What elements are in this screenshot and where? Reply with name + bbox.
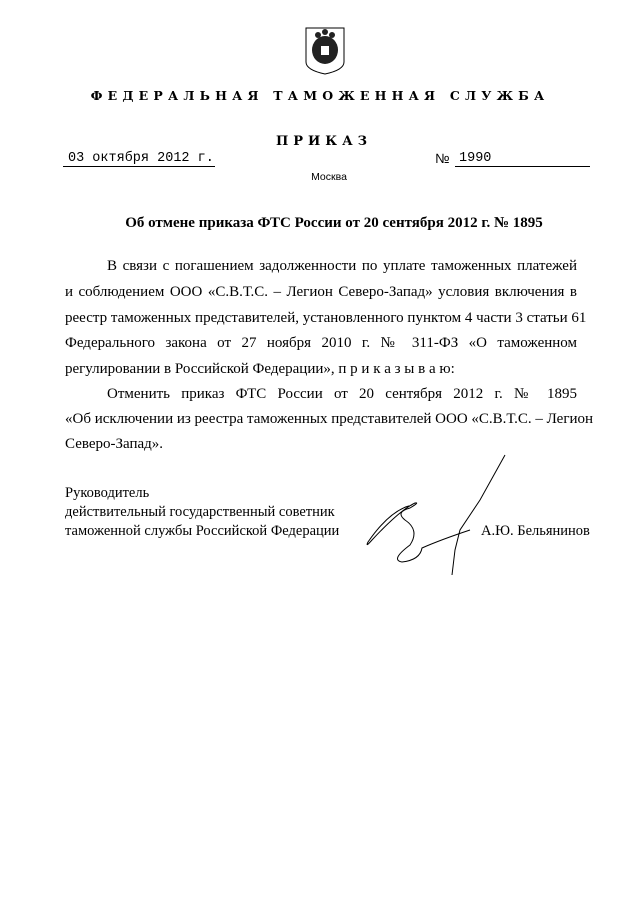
agency-name: ФЕДЕРАЛЬНАЯ ТАМОЖЕННАЯ СЛУЖБА <box>90 88 550 103</box>
body-line: «Об исключении из реестра таможенных представителей ООО «С.В.Т.С. – Легион <box>65 411 594 427</box>
coat-of-arms-emblem-icon <box>304 26 346 76</box>
body-line: реестр таможенных представителей, установленного пунктом 4 части 3 статьи 61 <box>65 310 587 326</box>
signer-name: А.Ю. Бельянинов <box>481 523 590 539</box>
city: Москва <box>311 171 347 183</box>
body-line: регулировании в Российской Федерации», п р и к а з ы в а ю: <box>65 361 455 377</box>
body-line: Отменить приказ ФТС России от 20 сентября 2012 г. № 1895 <box>107 386 577 402</box>
handwritten-signature <box>360 450 530 580</box>
order-title: Об отмене приказа ФТС России от 20 сентября 2012 г. № 1895 <box>125 215 543 231</box>
order-date: 03 октября 2012 г. <box>63 151 215 167</box>
signer-rank-continued: таможенной службы Российской Федерации <box>65 523 340 539</box>
body-line: Северо-Запад». <box>65 436 164 452</box>
order-number: 1990 <box>455 151 590 167</box>
body-line: Федерального закона от 27 ноября 2010 г. № 311-ФЗ «О таможенном <box>65 335 577 351</box>
signer-rank: действительный государственный советник <box>65 504 335 520</box>
signer-position: Руководитель <box>65 485 150 501</box>
body-line: и соблюдением ООО «С.В.Т.С. – Легион Северо-Запад» условия включения в <box>65 284 577 300</box>
number-label: № <box>435 151 450 166</box>
document-type: ПРИКАЗ <box>275 134 373 149</box>
body-line: В связи с погашением задолженности по уплате таможенных платежей <box>107 258 577 274</box>
